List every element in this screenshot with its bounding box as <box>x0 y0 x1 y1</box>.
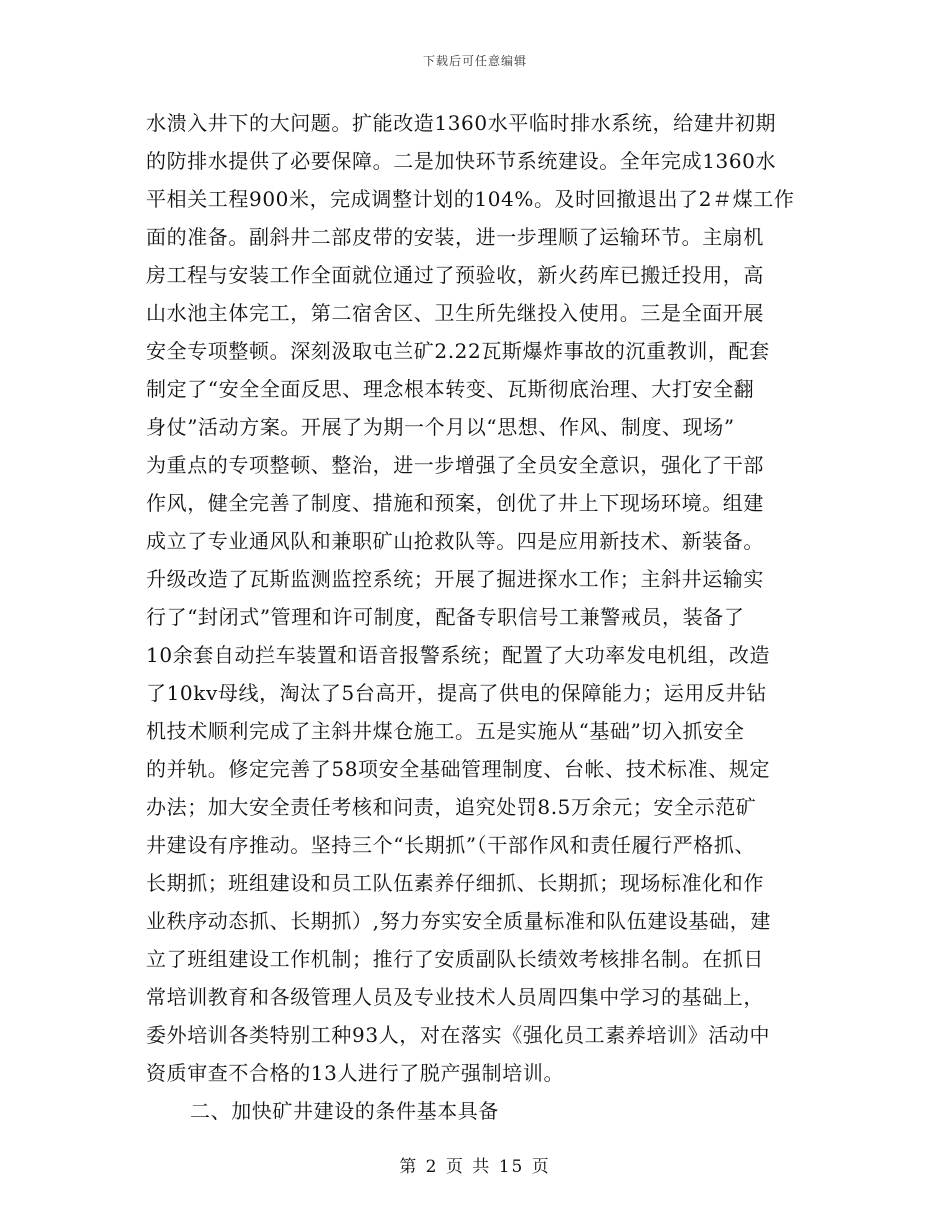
paragraph-line: 常培训教育和各级管理人员及专业技术人员周四集中学习的基础上， <box>146 985 764 1009</box>
paragraph-line: 业秩序动态抓、长期抓）,努力夯实安全质量标准和队伍建设基础，建 <box>146 909 771 933</box>
page-number: 第 2 页 共 15 页 <box>399 1157 551 1177</box>
paragraph-line: 制定了“安全全面反思、理念根本转变、瓦斯彻底治理、大打安全翻 <box>146 377 755 401</box>
page-header: 下载后可任意编辑 <box>422 54 527 68</box>
section-heading: 二、加快矿井建设的条件基本具备 <box>190 1099 499 1123</box>
paragraph-line: 井建设有序推动。坚持三个“长期抓”（干部作风和责任履行严格抓、 <box>146 833 756 857</box>
paragraph-line: 水溃入井下的大问题。扩能改造1360水平临时排水系统，给建井初期 <box>146 111 777 135</box>
paragraph-line: 资质审查不合格的13人进行了脱产强制培训。 <box>146 1061 565 1085</box>
paragraph-line: 身仗”活动方案。开展了为期一个月以“思想、作风、制度、现场” <box>146 415 735 439</box>
paragraph-line: 升级改造了瓦斯监测监控系统；开展了掘进探水工作；主斜井运输实 <box>146 567 764 591</box>
paragraph-line: 办法；加大安全责任考核和问责，追究处罚8.5万余元；安全示范矿 <box>146 795 757 819</box>
paragraph-line: 山水池主体完工，第二宿舍区、卫生所先继投入使用。三是全面开展 <box>146 301 764 325</box>
paragraph-line: 安全专项整顿。深刻汲取屯兰矿2.22瓦斯爆炸事故的沉重教训，配套 <box>146 339 770 363</box>
paragraph-line: 了10kv母线，淘汰了5台高开，提高了供电的保障能力；运用反井钻 <box>146 681 767 705</box>
paragraph-line: 的防排水提供了必要保障。二是加快环节系统建设。全年完成1360水 <box>146 149 777 173</box>
paragraph-line: 面的准备。副斜井二部皮带的安装，进一步理顺了运输环节。主扇机 <box>146 225 764 249</box>
paragraph-line: 成立了专业通风队和兼职矿山抢救队等。四是应用新技术、新装备。 <box>146 529 764 553</box>
body-text <box>146 104 811 1130</box>
paragraph-line: 房工程与安装工作全面就位通过了预验收，新火药库已搬迁投用，高 <box>146 263 764 287</box>
paragraph-line: 长期抓；班组建设和员工队伍素养仔细抓、长期抓；现场标准化和作 <box>146 871 764 895</box>
paragraph-line: 为重点的专项整顿、整治，进一步增强了全员安全意识，强化了干部 <box>146 453 764 477</box>
paragraph-line: 的并轨。修定完善了58项安全基础管理制度、台帐、技术标准、规定 <box>146 757 771 781</box>
paragraph-line: 委外培训各类特别工种93人，对在落实《强化员工素养培训》活动中 <box>146 1023 771 1047</box>
paragraph-line: 立了班组建设工作机制；推行了安质副队长绩效考核排名制。在抓日 <box>146 947 764 971</box>
paragraph-line: 机技术顺利完成了主斜井煤仓施工。五是实施从“基础”切入抓安全 <box>146 719 745 743</box>
paragraph-line: 平相关工程900米，完成调整计划的104%。及时回撤退出了2＃煤工作 <box>146 187 795 211</box>
paragraph-line: 作风，健全完善了制度、措施和预案，创优了井上下现场环境。组建 <box>146 491 764 515</box>
paragraph-line: 行了“封闭式”管理和许可制度，配备专职信号工兼警戒员，装备了 <box>146 605 745 629</box>
paragraph-line: 10余套自动拦车装置和语音报警系统；配置了大功率发电机组，改造 <box>146 643 771 667</box>
